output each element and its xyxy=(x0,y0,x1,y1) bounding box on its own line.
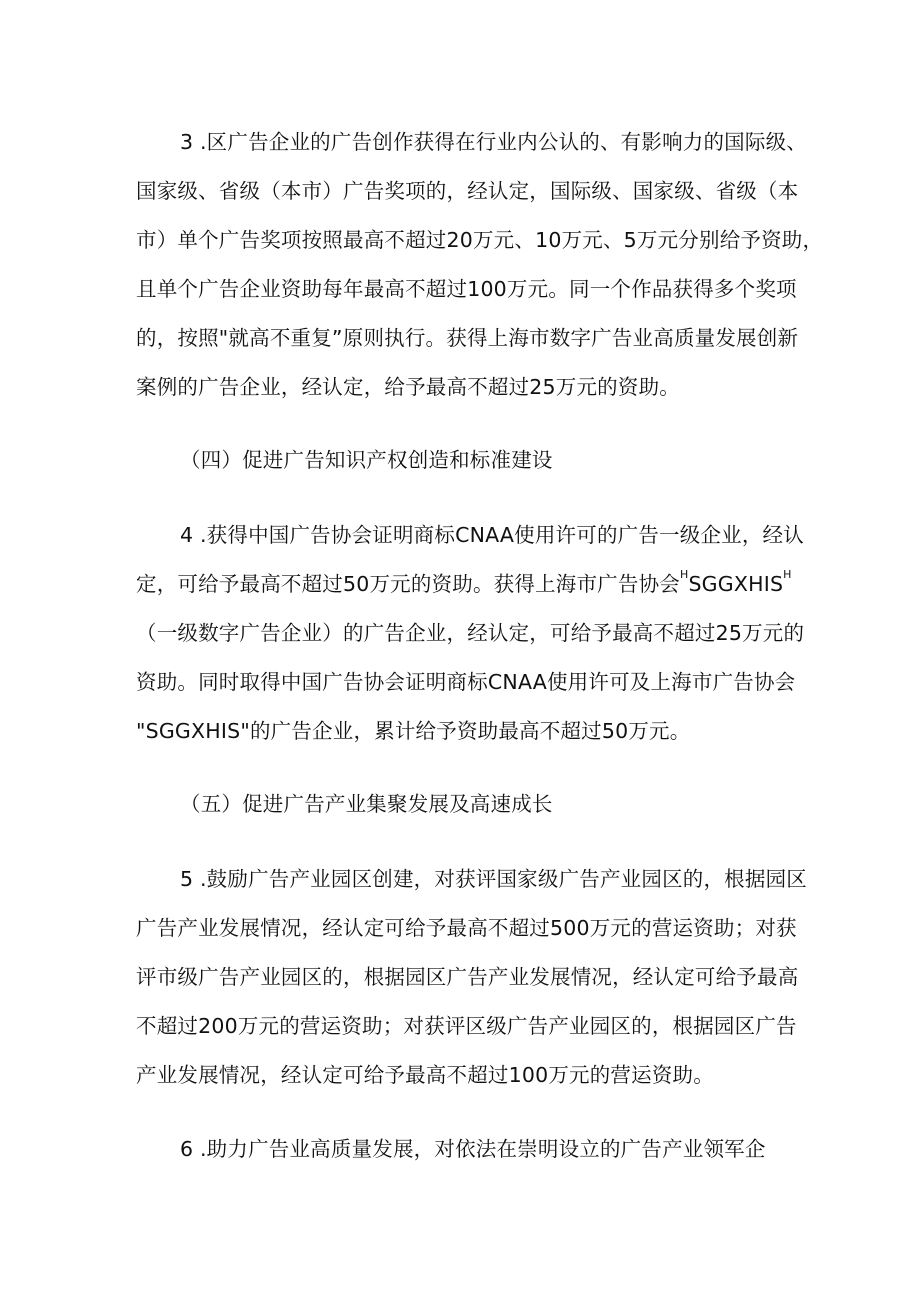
paragraph-3-line-2: 国家级、省级（本市）广告奖项的，经认定，国际级、国家级、省级（本 xyxy=(136,179,799,203)
paragraph-5-line-2: 广告产业发展情况，经认定可给予最高不超过500万元的营运资助；对获 xyxy=(136,916,797,940)
paragraph-5-line-3: 评市级广告产业园区的，根据园区广告产业发展情况，经认定可给予最高 xyxy=(136,965,799,989)
paragraph-4-line-5: "SGGXHIS"的广告企业，累计给予资助最高不超过50万元。 xyxy=(136,719,691,743)
paragraph-4-line-2 xyxy=(0,569,920,599)
paragraph-3-line-3: 市）单个广告奖项按照最高不超过20万元、10万元、5万元分别给予资助， xyxy=(136,228,824,252)
sggxhis-code: SGGXHIS xyxy=(688,572,784,596)
paragraph-5-line-1: 5 .鼓励广告产业园区创建，对获评国家级广告产业园区的，根据园区 xyxy=(180,867,807,891)
paragraph-3-line-4: 且单个广告企业资助每年最高不超过100万元。同一个作品获得多个奖项 xyxy=(136,277,797,301)
section-heading-4: （四）促进广告知识产权创造和标准建设 xyxy=(180,448,553,472)
paragraph-4-line-4: 资助。同时取得中国广告协会证明商标CNAA使用许可及上海市广告协会 xyxy=(136,670,796,694)
section-heading-5: （五）促进广告产业集聚发展及高速成长 xyxy=(180,792,553,816)
paragraph-6-line-1: 6 .助力广告业高质量发展，对依法在崇明设立的广告产业领军企 xyxy=(180,1137,766,1161)
paragraph-3-line-5: 的，按照"就高不重复”原则执行。获得上海市数字广告业高质量发展创新 xyxy=(136,326,799,350)
paragraph-4-line-3: （一级数字广告企业）的广告企业，经认定，可给予最高不超过25万元的 xyxy=(136,621,805,645)
paragraph-3-line-6: 案例的广告企业，经认定，给予最高不超过25万元的资助。 xyxy=(136,375,680,399)
paragraph-3-line-1: 3 .区广告企业的广告创作获得在行业内公认的、有影响力的国际级、 xyxy=(180,130,807,154)
superscript-mark: H xyxy=(679,568,689,581)
superscript-mark: H xyxy=(783,568,792,581)
paragraph-5-line-5: 产业发展情况，经认定可给予最高不超过100万元的营运资助。 xyxy=(136,1063,714,1087)
paragraph-4-line-1: 4 .获得中国广告协会证明商标CNAA使用许可的广告一级企业，经认 xyxy=(180,523,804,547)
paragraph-4-line-2-text: 定，可给予最高不超过50万元的资助。获得上海市广告协会 xyxy=(136,572,680,596)
paragraph-5-line-4: 不超过200万元的营运资助；对获评区级广告产业园区的，根据园区广告 xyxy=(136,1014,797,1038)
